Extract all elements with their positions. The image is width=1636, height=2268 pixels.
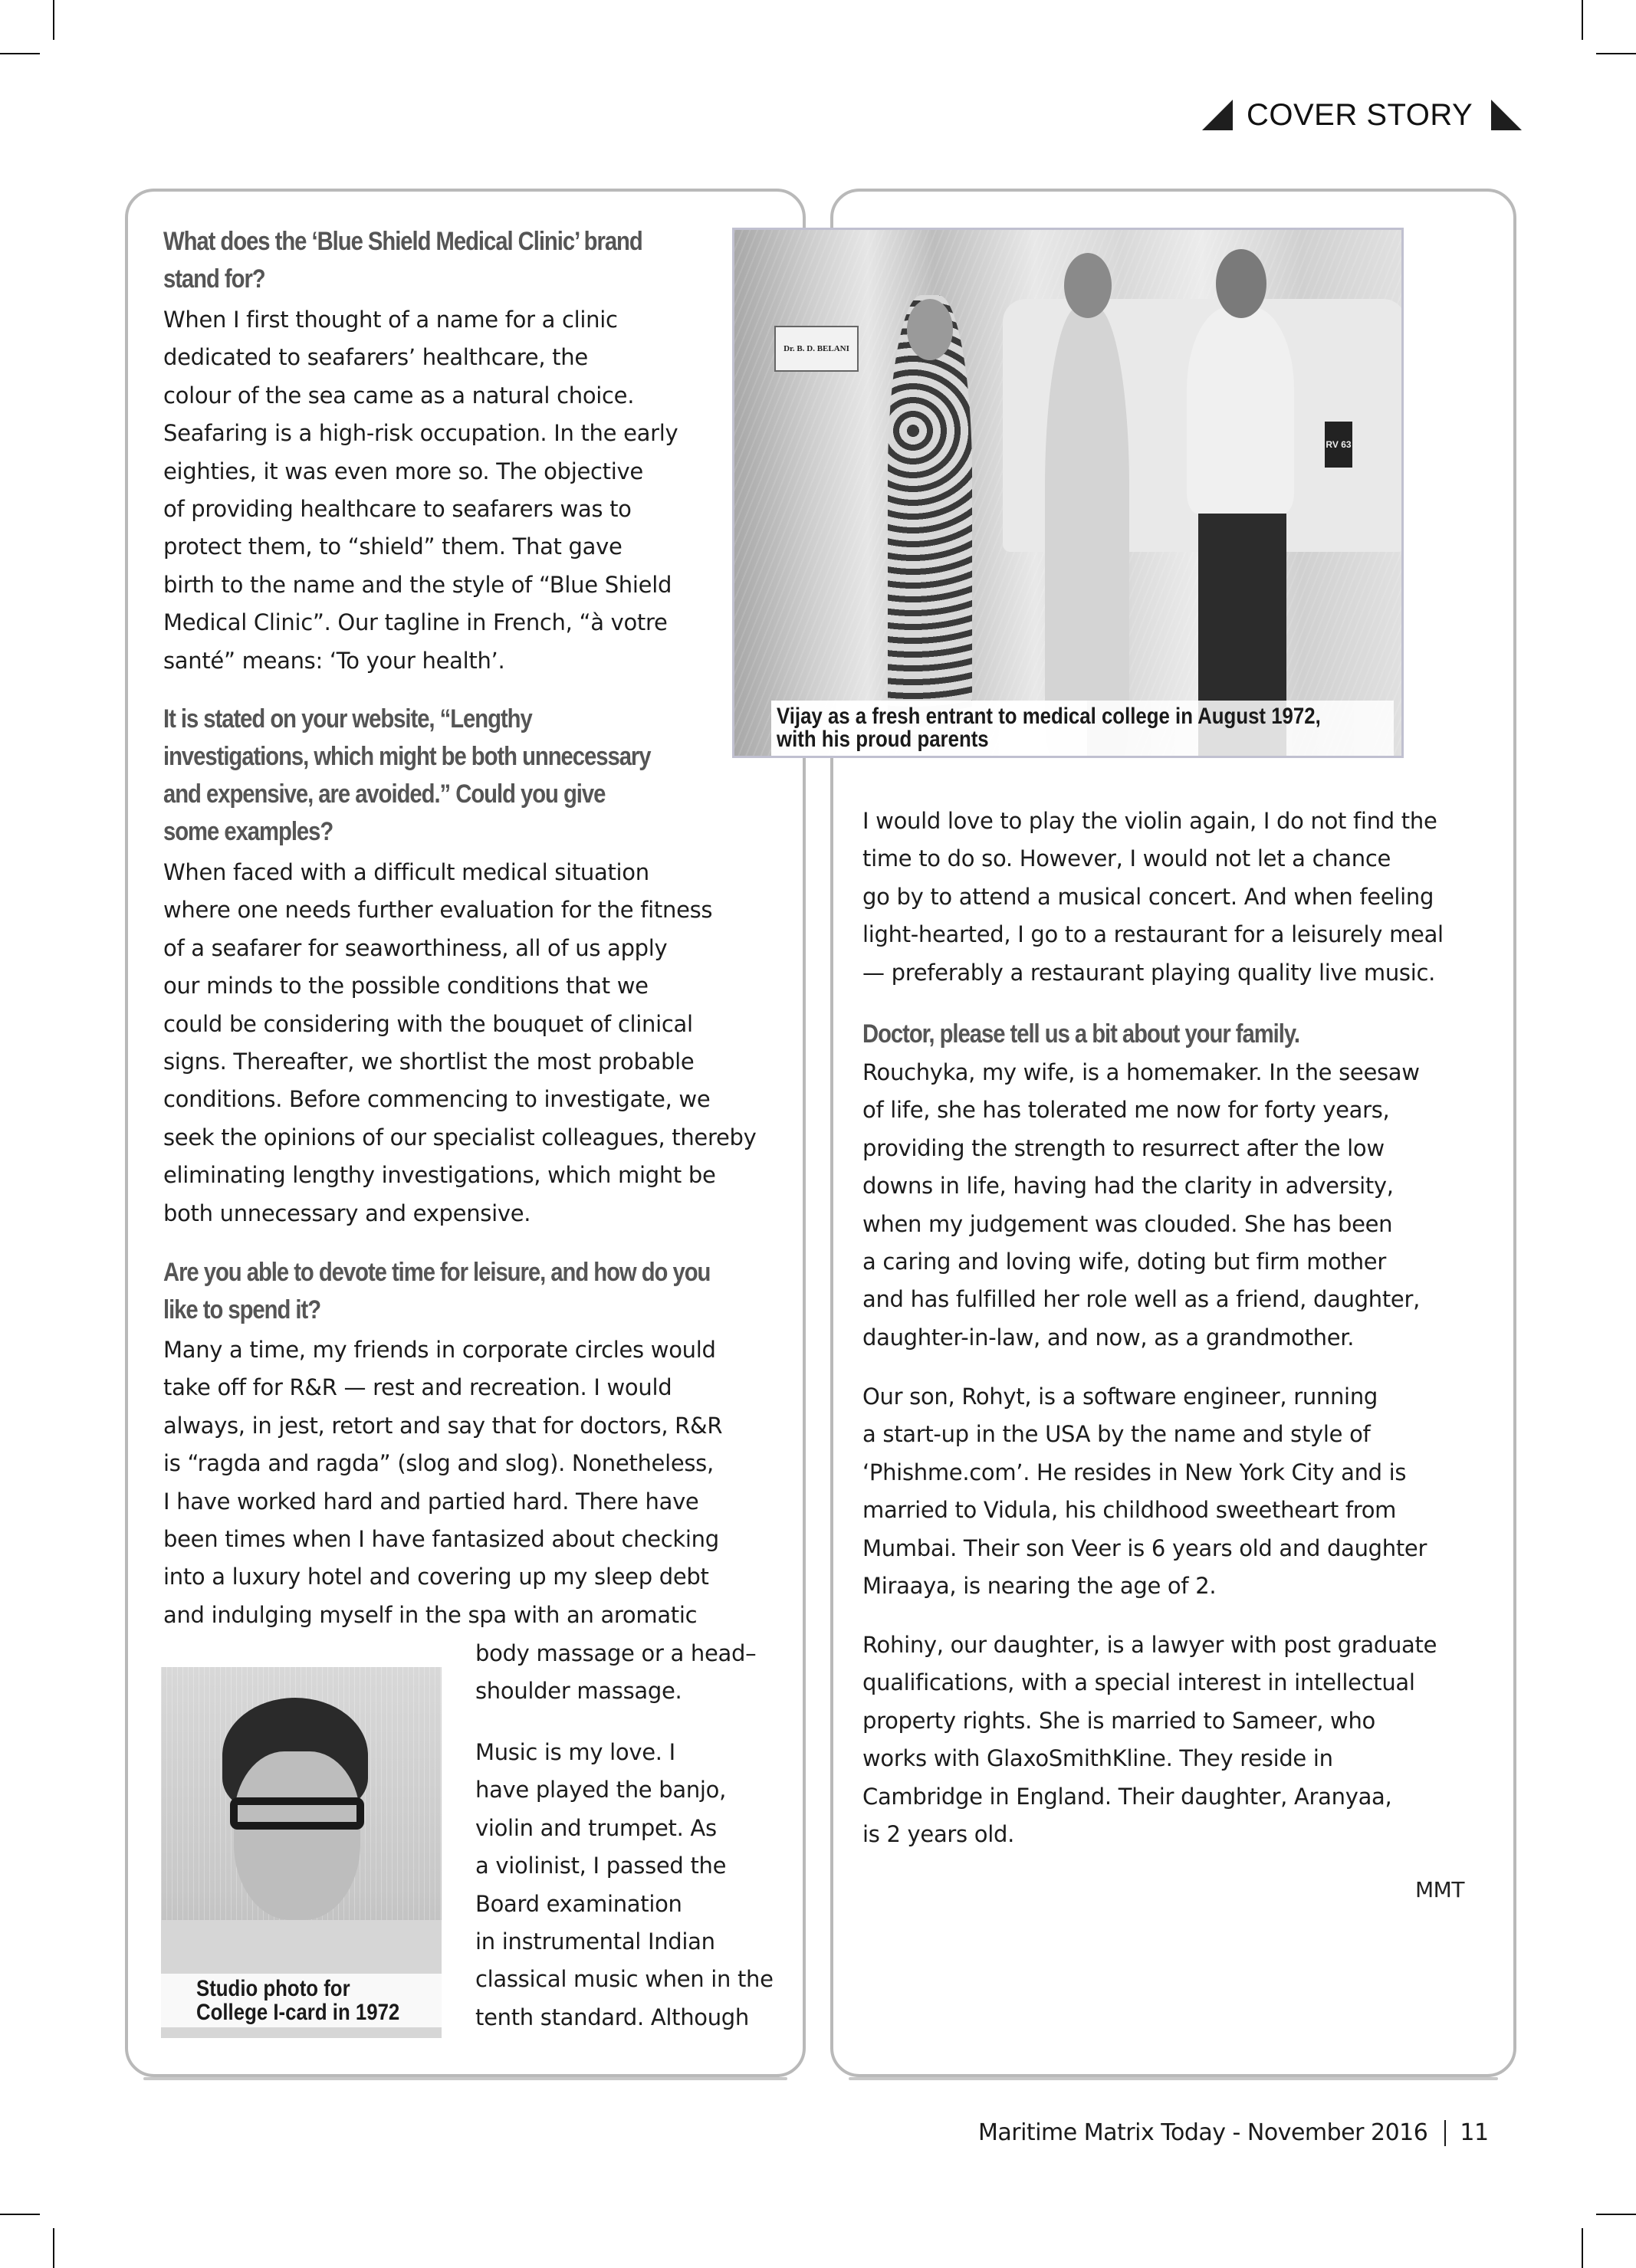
caption-line: Studio photo for: [196, 1976, 350, 2001]
answer-line: daughter-in-law, and now, as a grandmother.: [862, 1324, 1355, 1351]
answer-line: Medical Clinic”. Our tagline in French, “à votre: [163, 609, 668, 636]
question-line: Are you able to devote time for leisure, and how do you: [163, 1258, 711, 1287]
answer-line: could be considering with the bouquet of clinical: [163, 1010, 693, 1037]
question-investigations: [163, 701, 730, 851]
page-number: 11: [1460, 2119, 1489, 2146]
answer-line: Rohiny, our daughter, is a lawyer with post graduate: [862, 1632, 1437, 1658]
answer-line: shoulder massage.: [475, 1678, 682, 1705]
crop-mark: [1596, 2214, 1636, 2215]
answer-brand: [163, 301, 678, 680]
portrait-face: [234, 1751, 360, 1920]
answer-line: where one needs further evaluation for the fitness: [163, 897, 713, 924]
license-plate: RV 63: [1325, 422, 1352, 468]
crop-mark: [53, 0, 54, 40]
publication-name: Maritime Matrix Today - November 2016: [978, 2119, 1428, 2146]
caption-line: College I-card in 1972: [196, 2000, 400, 2025]
answer-line: a caring and loving wife, doting but firm mother: [862, 1249, 1386, 1275]
triangle-left-icon: [1202, 100, 1233, 130]
answer-line: and indulging myself in the spa with an aromatic: [163, 1601, 698, 1628]
studio-caption: [196, 1977, 432, 2024]
son-figure: [1045, 307, 1129, 758]
portrait-glasses: [230, 1797, 364, 1830]
answer-line: eighties, it was even more so. The objective: [163, 458, 643, 484]
father-figure: [1187, 307, 1294, 514]
family-caption: [777, 705, 1404, 751]
answer-line: colour of the sea came as a natural choice.: [163, 382, 635, 409]
caption-line: Vijay as a fresh entrant to medical college in August 1972,: [777, 704, 1321, 729]
author-signoff: MMT: [1415, 1877, 1464, 1902]
answer-line: Mumbai. Their son Veer is 6 years old and daughter: [862, 1534, 1427, 1561]
question-family: [862, 1016, 1371, 1053]
crop-mark: [0, 53, 40, 54]
answer-line: Rouchyka, my wife, is a homemaker. In the seesaw: [862, 1059, 1420, 1085]
answer-line: of life, she has tolerated me now for forty years,: [862, 1097, 1390, 1124]
answer-line: When faced with a difficult medical situation: [163, 859, 649, 885]
answer-line: I would love to play the violin again, I do not find the: [862, 808, 1437, 834]
crop-mark: [1582, 2228, 1583, 2268]
answer-line: dedicated to seafarers’ healthcare, the: [163, 344, 588, 371]
question-brand: [163, 223, 720, 298]
answer-line: Cambridge in England. Their daughter, Aranyaa,: [862, 1783, 1392, 1810]
answer-line: time to do so. However, I would not let a chance: [862, 845, 1391, 872]
answer-line: Miraaya, is nearing the age of 2.: [862, 1573, 1217, 1600]
answer-line: classical music when in the: [475, 1966, 774, 1993]
answer-line: property rights. She is married to Sameer, who: [862, 1707, 1376, 1734]
answer-line: take off for R&R — rest and recreation. I would: [163, 1374, 672, 1401]
question-line: stand for?: [163, 264, 265, 294]
question-line: some examples?: [163, 817, 333, 846]
answer-line: a violinist, I passed the: [475, 1853, 727, 1879]
answer-line: Many a time, my friends in corporate circles would: [163, 1337, 716, 1363]
answer-line: conditions. Before commencing to investigate, we: [163, 1086, 711, 1113]
footer-separator: [1444, 2120, 1446, 2146]
question-line: Doctor, please tell us a bit about your family.: [862, 1019, 1300, 1049]
answer-line: santé” means: ‘To your health’.: [163, 647, 505, 674]
question-line: like to spend it?: [163, 1295, 321, 1324]
crop-mark: [53, 2228, 54, 2268]
answer-line: I have worked hard and partied hard. There have: [163, 1488, 699, 1515]
answer-line: qualifications, with a special interest in intellectual: [862, 1669, 1415, 1696]
answer-line: — preferably a restaurant playing quality live music.: [862, 959, 1436, 986]
mother-head: [907, 299, 953, 360]
answer-line: light-hearted, I go to a restaurant for a leisurely meal: [862, 921, 1444, 948]
section-title: COVER STORY: [1247, 98, 1473, 132]
mother-figure: [888, 295, 972, 747]
studio-portrait-photo: [161, 1667, 442, 2038]
answer-line: protect them, to “shield” them. That gave: [163, 533, 623, 560]
answer-family-daughter: [862, 1626, 1437, 1853]
name-sign: Dr. B. D. BELANI: [774, 326, 859, 372]
crop-mark: [1582, 0, 1583, 40]
answer-line: violin and trumpet. As: [475, 1814, 717, 1841]
answer-line: both unnecessary and expensive.: [163, 1200, 531, 1226]
answer-line: in instrumental Indian: [475, 1928, 715, 1955]
answer-line: tenth standard. Although: [475, 2004, 749, 2030]
caption-line: with his proud parents: [777, 727, 989, 752]
answer-line: When I first thought of a name for a clinic: [163, 307, 618, 333]
answer-line: works with GlaxoSmithKline. They reside in: [862, 1745, 1333, 1772]
question-line: investigations, which might be both unnecessary: [163, 742, 651, 771]
answer-line: birth to the name and the style of “Blue Shield: [163, 571, 672, 598]
answer-line: been times when I have fantasized about checking: [163, 1526, 719, 1553]
answer-line: a start-up in the USA by the name and style of: [862, 1421, 1371, 1448]
son-head: [1064, 253, 1112, 318]
answer-line: Music is my love. I: [475, 1739, 675, 1765]
answer-line: when my judgement was clouded. She has been: [862, 1210, 1393, 1237]
answer-line: downs in life, having had the clarity in adversity,: [862, 1173, 1394, 1200]
answer-line: Seafaring is a high-risk occupation. In the early: [163, 420, 678, 447]
answer-line: is “ragda and ragda” (slog and slog). Nonetheless,: [163, 1450, 714, 1477]
question-line: It is stated on your website, “Lengthy: [163, 704, 532, 734]
answer-line: and has fulfilled her role well as a friend, daughter,: [862, 1286, 1420, 1313]
answer-leisure-continued: [475, 1635, 756, 1711]
answer-line: Our son, Rohyt, is a software engineer, running: [862, 1383, 1378, 1410]
question-line: What does the ‘Blue Shield Medical Clinic’ brand: [163, 227, 642, 256]
answer-investigations: [163, 854, 756, 1232]
section-header: [1202, 95, 1522, 135]
music-paragraph: [475, 1734, 774, 2037]
answer-line: ‘Phishme.com’. He resides in New York City and is: [862, 1459, 1407, 1485]
answer-line: eliminating lengthy investigations, which might be: [163, 1162, 716, 1189]
answer-line: signs. Thereafter, we shortlist the most probable: [163, 1049, 695, 1075]
answer-line: have played the banjo,: [475, 1777, 727, 1804]
crop-mark: [0, 2214, 40, 2215]
family-photo: [732, 228, 1404, 758]
answer-line: is 2 years old.: [862, 1821, 1015, 1848]
answer-line: of providing healthcare to seafarers was to: [163, 496, 632, 523]
answer-line: seek the opinions of our specialist colleagues, thereby: [163, 1124, 757, 1150]
music-paragraph-continued: [862, 802, 1444, 992]
answer-line: go by to attend a musical concert. And when feeling: [862, 883, 1434, 910]
answer-line: of a seafarer for seaworthiness, all of us apply: [163, 934, 668, 961]
answer-line: our minds to the possible conditions that we: [163, 973, 649, 999]
answer-leisure: [163, 1331, 722, 1634]
answer-line: into a luxury hotel and covering up my sleep debt: [163, 1564, 709, 1590]
triangle-right-icon: [1491, 100, 1522, 130]
answer-line: providing the strength to resurrect after the low: [862, 1134, 1385, 1161]
answer-line: always, in jest, retort and say that for doctors, R&R: [163, 1412, 723, 1439]
father-head: [1216, 249, 1266, 318]
answer-line: married to Vidula, his childhood sweetheart from: [862, 1497, 1397, 1524]
answer-family-son: [862, 1378, 1427, 1605]
question-leisure: [163, 1254, 799, 1329]
answer-line: Board examination: [475, 1890, 682, 1917]
question-line: and expensive, are avoided.” Could you give: [163, 780, 606, 809]
crop-mark: [1596, 53, 1636, 54]
page-footer: [978, 2119, 1489, 2146]
answer-line: body massage or a head–: [475, 1640, 757, 1666]
answer-family-wife: [862, 1054, 1420, 1357]
